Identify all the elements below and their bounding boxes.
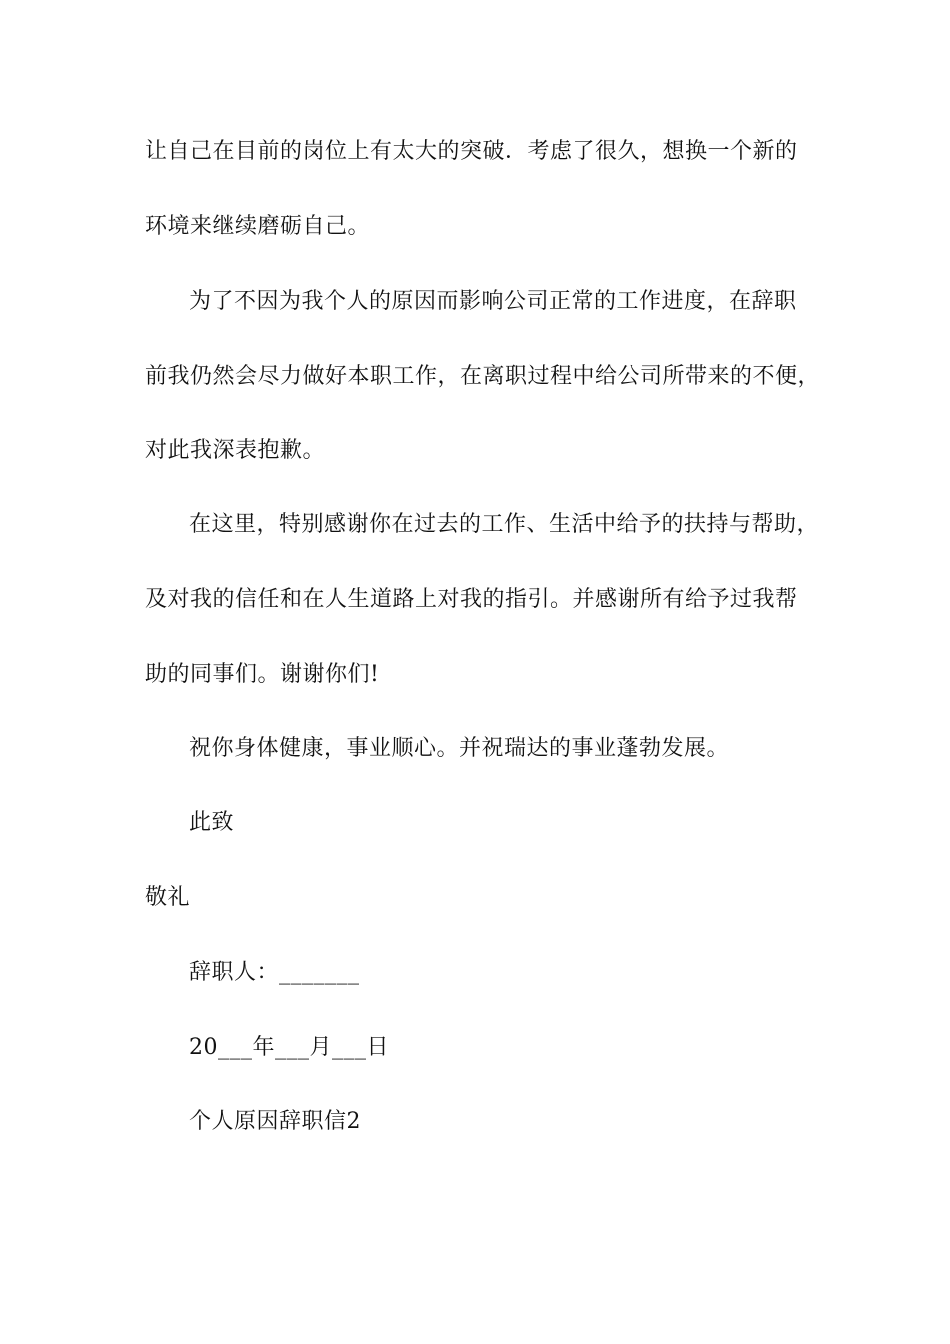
paragraph-line-1: 让自己在目前的岗位上有太大的突破．考虑了很久，想换一个新的: [145, 139, 798, 164]
salutation-cizhi: 此致: [189, 810, 235, 835]
paragraph-line-6: 在这里，特别感谢你在过去的工作、生活中给予的扶持与帮助，: [189, 512, 820, 537]
paragraph-line-7: 及对我的信任和在人生道路上对我的指引。并感谢所有给予过我帮: [145, 587, 798, 612]
date-line: 20___年___月___日: [189, 1035, 389, 1060]
salutation-jingli: 敬礼: [145, 885, 191, 910]
paragraph-line-8: 助的同事们。谢谢你们!: [145, 662, 380, 687]
signature-line: 辞职人：_______: [189, 960, 360, 985]
paragraph-line-2: 环境来继续磨砺自己。: [145, 214, 371, 239]
paragraph-line-5: 对此我深表抱歉。: [145, 438, 326, 463]
next-letter-title: 个人原因辞职信2: [189, 1109, 361, 1134]
closing-wish: 祝你身体健康，事业顺心。并祝瑞达的事业蓬勃发展。: [189, 736, 730, 761]
paragraph-line-3: 为了不因为我个人的原因而影响公司正常的工作进度，在辞职: [189, 289, 797, 314]
paragraph-line-4: 前我仍然会尽力做好本职工作，在离职过程中给公司所带来的不便，: [145, 364, 821, 389]
